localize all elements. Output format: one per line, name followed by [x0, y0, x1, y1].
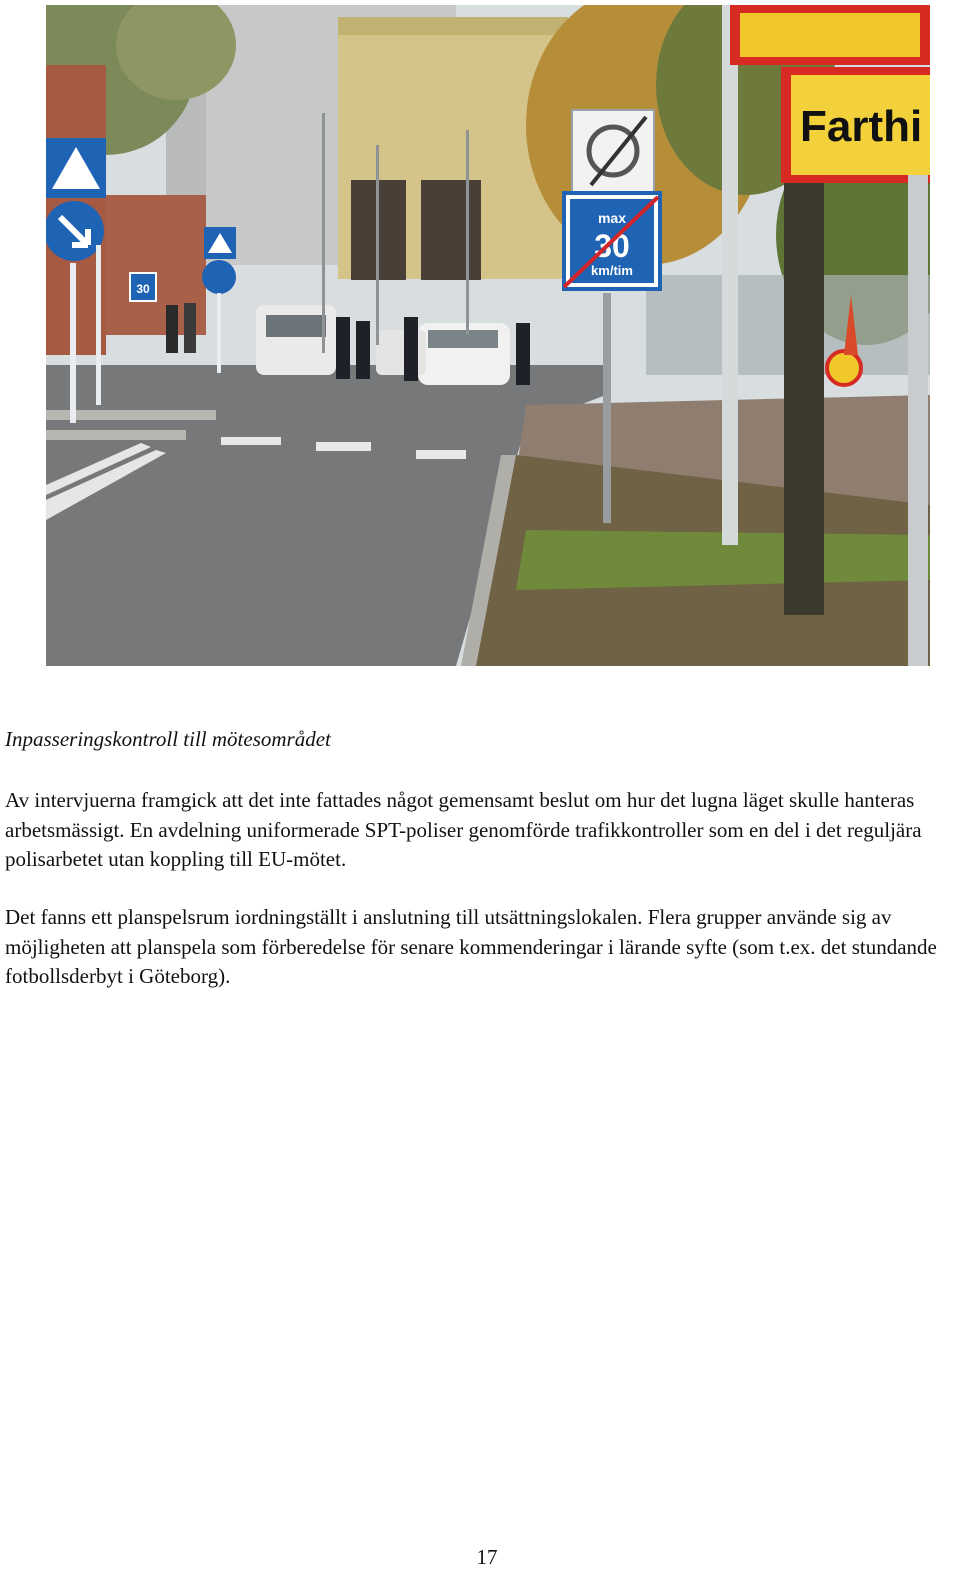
- body-paragraph: Av intervjuerna framgick att det inte fattades något gemensamt beslut om hur det lugna läget skulle hanteras arbetsmässigt. En avdelning uniformerade SPT-poliser genomförde trafikkontroller som en del i det reguljära polisarbetet utan koppling till EU-mötet.: [5, 788, 922, 871]
- speed-sign-unit: km/tim: [591, 263, 633, 278]
- small-speed-sign-text: 30: [136, 282, 150, 296]
- max-sign-text: max: [597, 210, 627, 226]
- body-paragraph: Det fanns ett planspelsrum iordningställt i anslutning till utsättningslokalen. Flera grupper använde sig av möjligheten att planspela som förberedelse för senare kommenderingar i lärande syfte (som t.ex. det stundande fotbollsderbyt i Göteborg).: [5, 905, 937, 988]
- farthinder-sign-text: Farthi: [800, 102, 923, 151]
- speed-sign-value: 30: [594, 228, 630, 264]
- page-number: 17: [476, 1545, 498, 1569]
- street-photo: [46, 5, 930, 666]
- photo-caption: Inpasseringskontroll till mötesområdet: [5, 727, 331, 751]
